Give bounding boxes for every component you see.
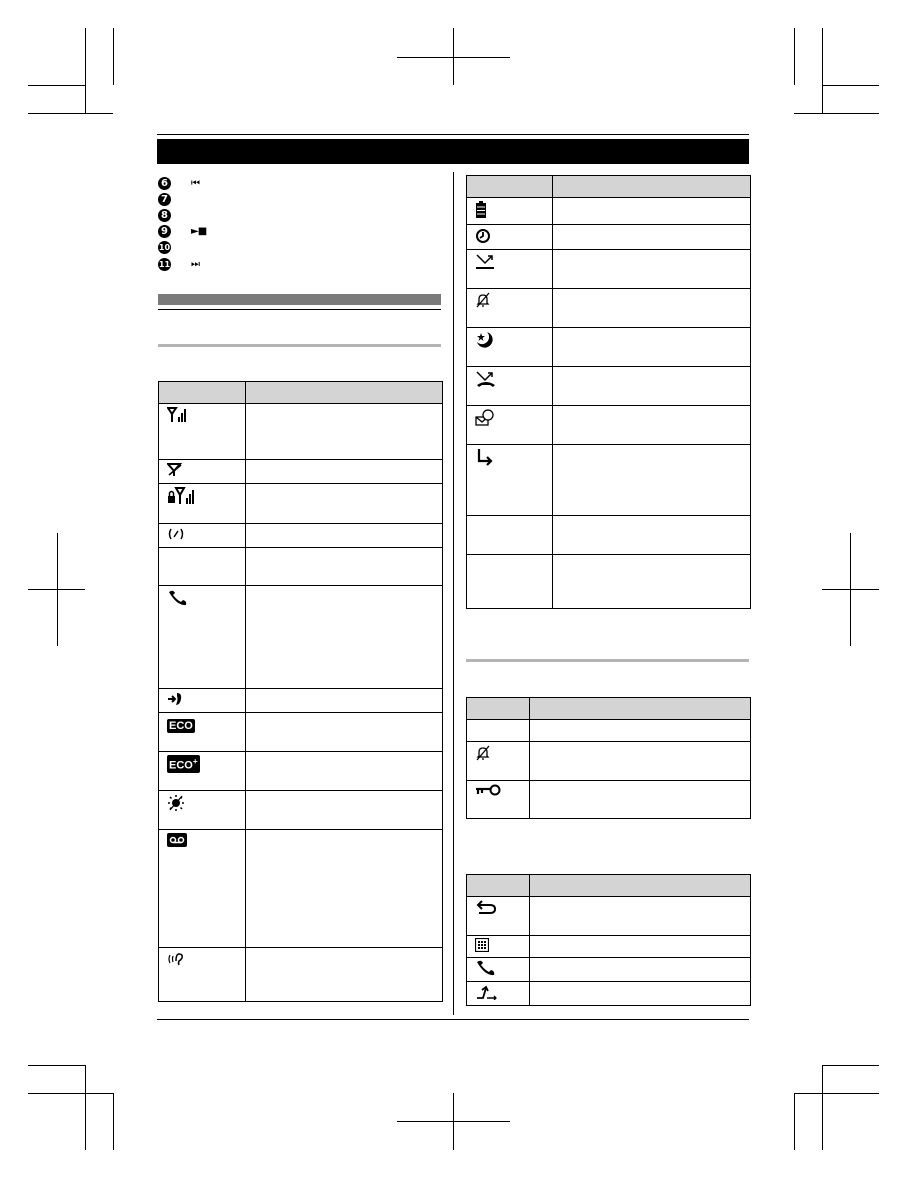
- description-cell: [246, 484, 443, 524]
- description-cell: [553, 516, 751, 555]
- table-header-cell: [530, 875, 751, 897]
- night-mode-icon: [475, 331, 495, 349]
- crop-mark: [822, 1065, 823, 1150]
- description-cell: [553, 328, 751, 367]
- footer-rule: [157, 1019, 749, 1020]
- play-stop-icon: ►■: [191, 225, 207, 237]
- key-number: 11: [158, 259, 171, 269]
- key-number: 6: [158, 177, 171, 190]
- table-row: [467, 445, 751, 516]
- table-row: [159, 460, 443, 484]
- crop-mark: [794, 113, 879, 114]
- eco-plus-sup: +: [192, 757, 198, 766]
- hearing-aid-icon: [167, 951, 185, 967]
- table-header-cell: [530, 698, 751, 720]
- table-row: [467, 289, 751, 328]
- signal-strength-icon: [167, 407, 187, 423]
- crop-mark: [794, 1093, 879, 1094]
- table-header-cell: [467, 176, 553, 198]
- crop-mark: [85, 28, 86, 113]
- table-row: [159, 548, 443, 586]
- icon-cell: [159, 713, 246, 752]
- table-header-row: [467, 698, 751, 720]
- header-bar: [157, 139, 749, 164]
- description-cell: [246, 548, 443, 586]
- skip-forward-icon: ⏭: [191, 258, 199, 270]
- eco-plus-icon: [167, 755, 200, 773]
- table-row: [159, 830, 443, 948]
- third-icons-table: [466, 874, 751, 1006]
- subsection-rule: [158, 344, 441, 347]
- signal-locked-icon: [167, 487, 195, 505]
- table-row: [159, 524, 443, 548]
- description-cell: [246, 830, 443, 948]
- icon-cell: [467, 289, 553, 328]
- second-icons-table: [466, 697, 751, 819]
- icon-cell: [159, 524, 246, 548]
- back-arrow-icon: [475, 900, 497, 916]
- key-number: 10: [158, 242, 171, 252]
- answering-machine-icon: [167, 833, 187, 847]
- eco-icon: ECO: [169, 720, 193, 732]
- crop-mark: [28, 1065, 85, 1066]
- table-row: [467, 897, 751, 936]
- table-row: [467, 516, 751, 555]
- icon-cell: [159, 548, 246, 586]
- crop-mark: [85, 1065, 86, 1150]
- icon-cell: [467, 720, 530, 742]
- table-header-cell: [467, 875, 530, 897]
- key-item: [158, 224, 206, 238]
- table-row: [467, 982, 751, 1006]
- table-row: [467, 250, 751, 289]
- dim-light-icon: [167, 794, 185, 812]
- out-of-range-icon: [167, 463, 183, 477]
- ringer-off-icon: [475, 745, 491, 761]
- section-heading-rule: [158, 309, 441, 310]
- table-header-row: [467, 875, 751, 897]
- table-header-row: [159, 382, 443, 404]
- description-cell: [530, 936, 751, 958]
- intercom-icon: [167, 692, 183, 706]
- description-cell: [530, 720, 751, 742]
- icon-cell: [467, 225, 553, 250]
- key-item: [158, 257, 199, 271]
- description-cell: [246, 586, 443, 689]
- description-cell: [553, 406, 751, 445]
- table-row: [467, 936, 751, 958]
- table-row: [467, 225, 751, 250]
- call-forward-icon: [475, 448, 495, 466]
- key-lock-icon: [475, 784, 501, 798]
- table-row: [467, 198, 751, 225]
- icon-cell: [467, 250, 553, 289]
- battery-icon: [475, 201, 487, 219]
- crop-mark: [113, 28, 114, 85]
- keypad-grid-icon: [475, 938, 489, 952]
- subsection-rule: [466, 659, 749, 662]
- description-cell: [246, 752, 443, 791]
- table-row: [159, 713, 443, 752]
- phone-handset-icon: [167, 589, 189, 607]
- alarm-clock-icon: [475, 228, 491, 244]
- icon-cell: [467, 406, 553, 445]
- icon-cell: [159, 948, 246, 1002]
- table-row: [467, 328, 751, 367]
- column-divider: [453, 172, 454, 1015]
- icon-cell: [159, 484, 246, 524]
- table-row: [159, 586, 443, 689]
- table-row: [159, 484, 443, 524]
- icon-cell: [159, 689, 246, 713]
- crop-mark: [28, 1093, 113, 1094]
- description-cell: [246, 689, 443, 713]
- key-item: [158, 208, 171, 222]
- icon-cell: [159, 460, 246, 484]
- table-header-cell: [159, 382, 246, 404]
- description-cell: [530, 742, 751, 781]
- status-icons-table: [466, 175, 751, 609]
- key-number: 9: [158, 225, 171, 238]
- crop-mark: [822, 1065, 879, 1066]
- table-header-cell: [467, 698, 530, 720]
- description-cell: [530, 982, 751, 1006]
- key-number: 7: [158, 193, 171, 206]
- header-rule: [157, 134, 749, 135]
- crop-mark: [57, 533, 58, 646]
- icon-cell: [467, 445, 553, 516]
- icon-cell: [159, 791, 246, 830]
- table-row: [467, 720, 751, 742]
- crop-mark: [794, 1093, 795, 1150]
- description-cell: [553, 367, 751, 406]
- icon-cell: [467, 897, 530, 936]
- table-row: [467, 958, 751, 982]
- description-cell: [553, 250, 751, 289]
- table-row: [467, 367, 751, 406]
- transfer-icon: [475, 984, 499, 1000]
- table-header-row: [467, 176, 751, 198]
- table-row: [467, 555, 751, 609]
- table-row: [159, 689, 443, 713]
- icon-cell: [467, 198, 553, 225]
- skip-back-icon: ⏮: [191, 177, 199, 189]
- table-header-cell: [246, 382, 443, 404]
- description-cell: [553, 445, 751, 516]
- icon-cell: [467, 958, 530, 982]
- crop-mark: [850, 533, 851, 646]
- section-heading-bar: [158, 294, 441, 305]
- icon-cell: [159, 586, 246, 689]
- description-cell: [246, 404, 443, 460]
- crop-mark: [453, 1093, 454, 1150]
- crop-mark: [113, 1093, 114, 1150]
- table-header-cell: [553, 176, 751, 198]
- description-cell: [530, 958, 751, 982]
- key-item: [158, 192, 171, 206]
- icon-cell: [467, 367, 553, 406]
- icon-cell: [467, 781, 530, 819]
- icon-cell: [467, 555, 553, 609]
- crop-mark: [822, 85, 879, 86]
- call-block-icon: [475, 370, 497, 388]
- voice-message-icon: [475, 409, 495, 427]
- icon-cell: [467, 982, 530, 1006]
- table-row: [467, 406, 751, 445]
- ringer-off-icon: [475, 292, 491, 308]
- description-cell: [246, 948, 443, 1002]
- table-row: [159, 948, 443, 1002]
- table-row: [159, 791, 443, 830]
- phone-handset-icon: [475, 960, 497, 976]
- crop-mark: [28, 113, 113, 114]
- icon-cell: [467, 328, 553, 367]
- table-row: [467, 781, 751, 819]
- key-number: 8: [158, 209, 171, 222]
- display-icons-table: [158, 381, 443, 1002]
- description-cell: [553, 555, 751, 609]
- description-cell: [246, 524, 443, 548]
- description-cell: [553, 198, 751, 225]
- table-row: [159, 752, 443, 791]
- crop-mark: [28, 85, 85, 86]
- ringing-icon: [167, 527, 185, 541]
- key-item: [158, 176, 199, 190]
- table-row: [467, 742, 751, 781]
- description-cell: [246, 713, 443, 752]
- description-cell: [553, 225, 751, 250]
- description-cell: [553, 289, 751, 328]
- icon-cell: [467, 516, 553, 555]
- eco-plus-label: ECO: [169, 759, 193, 772]
- icon-cell: [467, 936, 530, 958]
- crop-mark: [794, 28, 795, 85]
- description-cell: [530, 781, 751, 819]
- missed-call-icon: [475, 253, 495, 271]
- icon-cell: [159, 830, 246, 948]
- description-cell: [246, 791, 443, 830]
- crop-mark: [453, 28, 454, 85]
- key-item: [158, 240, 171, 254]
- table-row: [159, 404, 443, 460]
- icon-cell: [159, 404, 246, 460]
- icon-cell: [467, 742, 530, 781]
- crop-mark: [822, 28, 823, 113]
- description-cell: [246, 460, 443, 484]
- description-cell: [530, 897, 751, 936]
- icon-cell: [159, 752, 246, 791]
